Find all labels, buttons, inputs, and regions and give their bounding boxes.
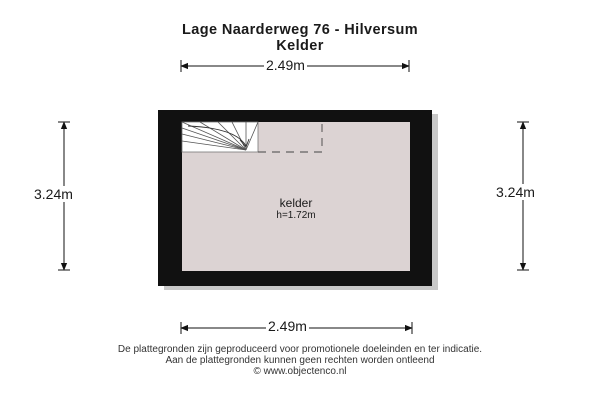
dimension-left-label: 3.24m bbox=[34, 186, 73, 202]
copyright-line: © www.objectenco.nl bbox=[253, 366, 347, 377]
staircase bbox=[182, 122, 258, 152]
disclaimer-line-2: Aan de plattegronden kunnen geen rechten worden ontleend bbox=[165, 355, 435, 366]
dimension-right-label: 3.24m bbox=[496, 184, 535, 200]
address-title: Lage Naarderweg 76 - Hilversum bbox=[181, 22, 419, 38]
room-height: h=1.72m bbox=[276, 210, 316, 221]
dimension-top-label: 2.49m bbox=[266, 57, 305, 73]
floor-title: Kelder bbox=[276, 38, 324, 54]
dimension-bottom-label: 2.49m bbox=[268, 318, 307, 334]
disclaimer-line-1: De plattegronden zijn geproduceerd voor promotionele doeleinden en ter indicatie. bbox=[117, 344, 483, 355]
room-name: kelder bbox=[279, 196, 313, 210]
